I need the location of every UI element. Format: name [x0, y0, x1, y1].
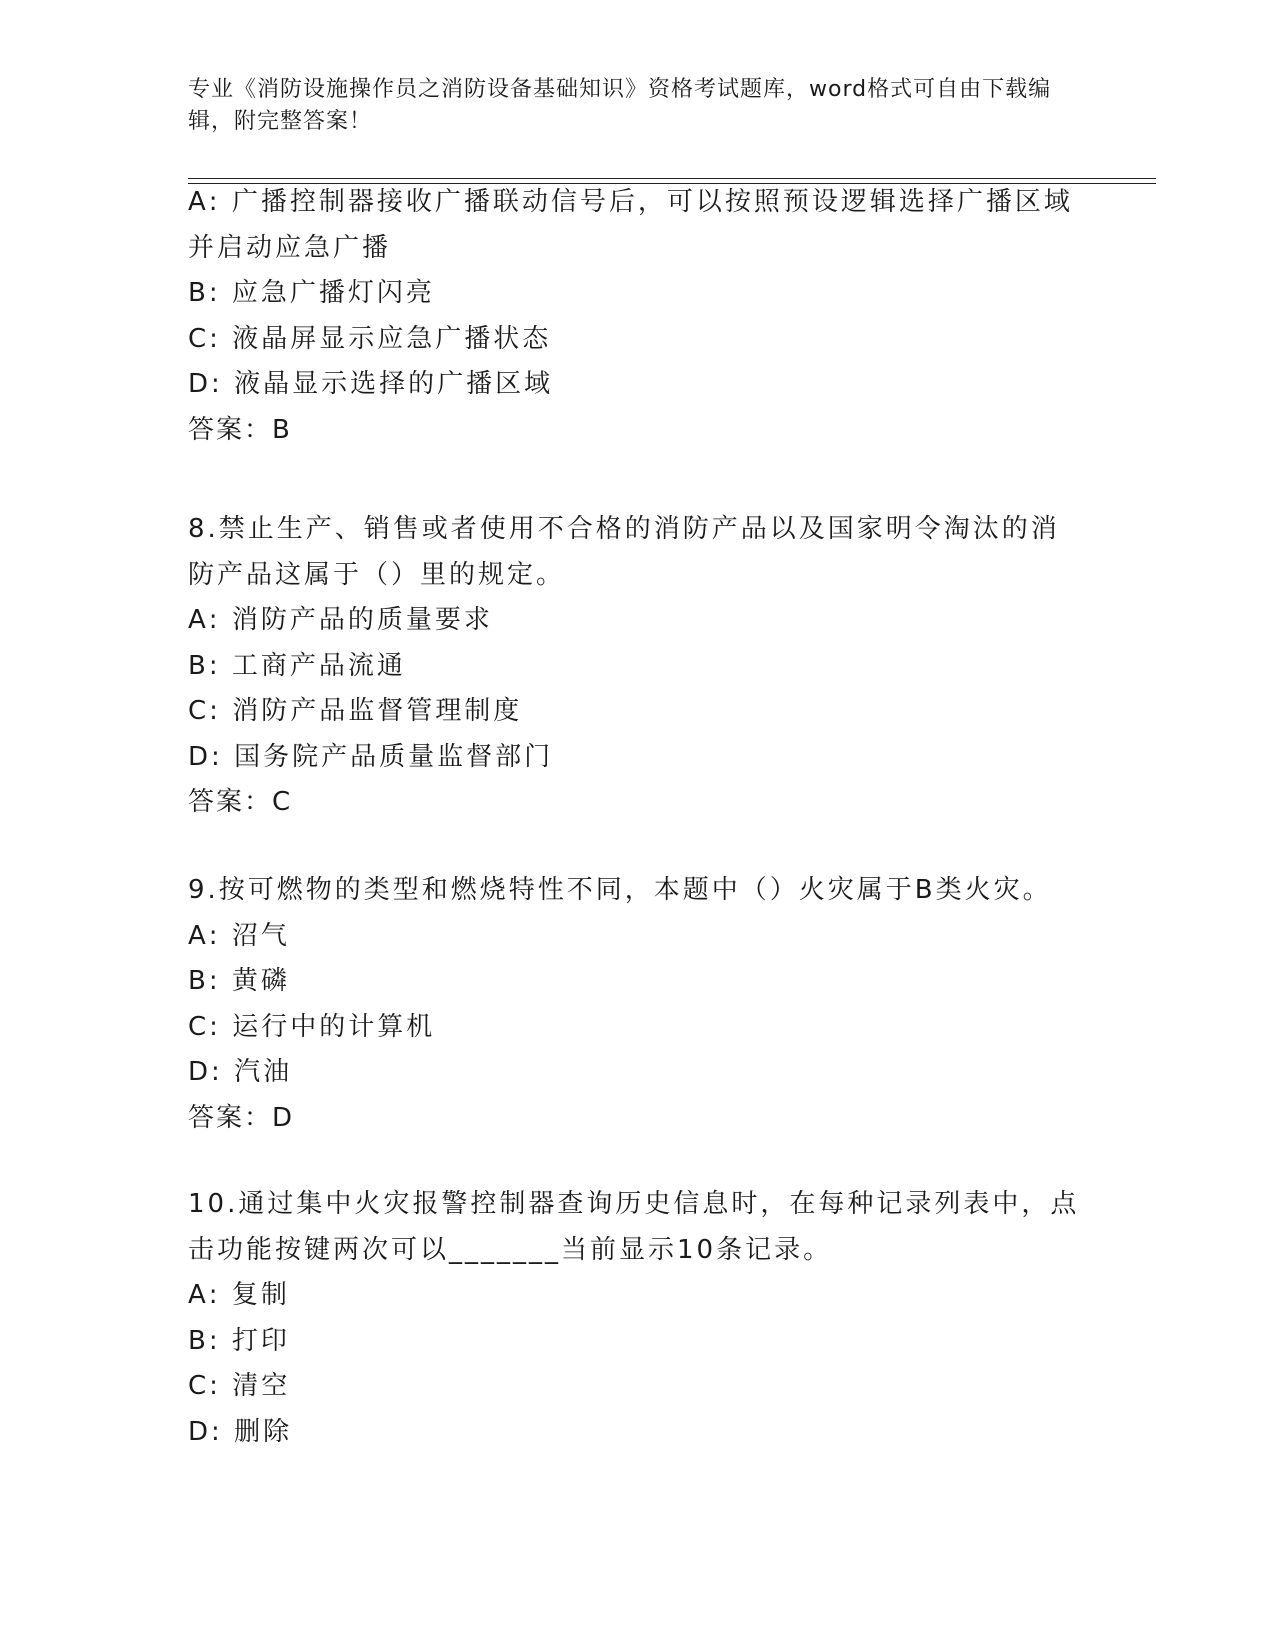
- option-a-continuation: 并启动应急广播: [188, 232, 392, 263]
- option-d-text: 删除: [234, 1416, 293, 1447]
- question-10: [188, 1182, 1078, 1455]
- option-c: C: 消防产品监督管理制度: [188, 696, 523, 726]
- option-c-text: 消防产品监督管理制度: [232, 696, 523, 726]
- option-b: B: 应急广播灯闪亮: [188, 278, 435, 308]
- option-a: A: 广播控制器接收广播联动信号后，可以按照预设逻辑选择广播区域: [188, 187, 1073, 217]
- option-b-text: 工商产品流通: [231, 650, 406, 681]
- option-a: A: 沼气: [188, 920, 290, 951]
- option-b: B: 黄磷: [188, 966, 290, 996]
- answer-line: 答案：B: [188, 414, 292, 445]
- option-a: A: 消防产品的质量要求: [188, 605, 493, 635]
- option-a-text: 沼气: [231, 920, 290, 951]
- question-stem-line1: 10.通过集中火灾报警控制器查询历史信息时，在每种记录列表中，点: [188, 1189, 1080, 1219]
- answer-line: 答案：C: [188, 787, 293, 817]
- question-9: [188, 868, 1078, 1141]
- option-d-text: 液晶显示选择的广播区域: [234, 369, 554, 399]
- option-c-text: 清空: [232, 1371, 291, 1401]
- option-c: C: 清空: [188, 1371, 291, 1401]
- question-8: [188, 507, 1078, 826]
- option-d-text: 汽油: [234, 1057, 293, 1087]
- question-stem-line1: 9.按可燃物的类型和燃烧特性不同，本题中（）火灾属于B类火灾。: [188, 875, 1052, 905]
- option-c: C: 液晶屏显示应急广播状态: [188, 323, 552, 354]
- option-c-text: 运行中的计算机: [232, 1011, 436, 1042]
- option-c: C: 运行中的计算机: [188, 1011, 436, 1042]
- option-d-text: 国务院产品质量监督部门: [234, 741, 554, 772]
- document-header: 专业《消防设施操作员之消防设备基础知识》资格考试题库，word格式可自由下载编辑，附完整答案！: [188, 77, 1052, 134]
- question-stem-line1: 8.禁止生产、销售或者使用不合格的消防产品以及国家明令淘汰的消: [188, 514, 1060, 544]
- question-7: [188, 180, 1078, 453]
- option-a-text-line1: 广播控制器接收广播联动信号后，可以按照预设逻辑选择广播区域: [231, 187, 1073, 217]
- question-stem-line2: 击功能按键两次可以_______当前显示10条记录。: [188, 1234, 833, 1265]
- option-b: B: 工商产品流通: [188, 650, 406, 681]
- option-b-text: 应急广播灯闪亮: [231, 278, 435, 308]
- option-b-text: 黄磷: [231, 966, 290, 996]
- option-d: D: 汽油: [188, 1057, 293, 1087]
- option-a-text: 复制: [231, 1280, 290, 1310]
- option-b: B: 打印: [188, 1325, 290, 1356]
- question-stem-line2: 防产品这属于（）里的规定。: [188, 559, 566, 590]
- answer-line: 答案：D: [188, 1102, 295, 1133]
- option-a-text: 消防产品的质量要求: [231, 605, 493, 635]
- option-a: A: 复制: [188, 1280, 290, 1310]
- option-d: D: 删除: [188, 1416, 293, 1447]
- option-b-text: 打印: [231, 1325, 290, 1356]
- header-divider-top: [188, 178, 1156, 179]
- option-c-text: 液晶屏显示应急广播状态: [232, 323, 552, 354]
- option-d: D: 国务院产品质量监督部门: [188, 741, 554, 772]
- option-d: D: 液晶显示选择的广播区域: [188, 369, 554, 399]
